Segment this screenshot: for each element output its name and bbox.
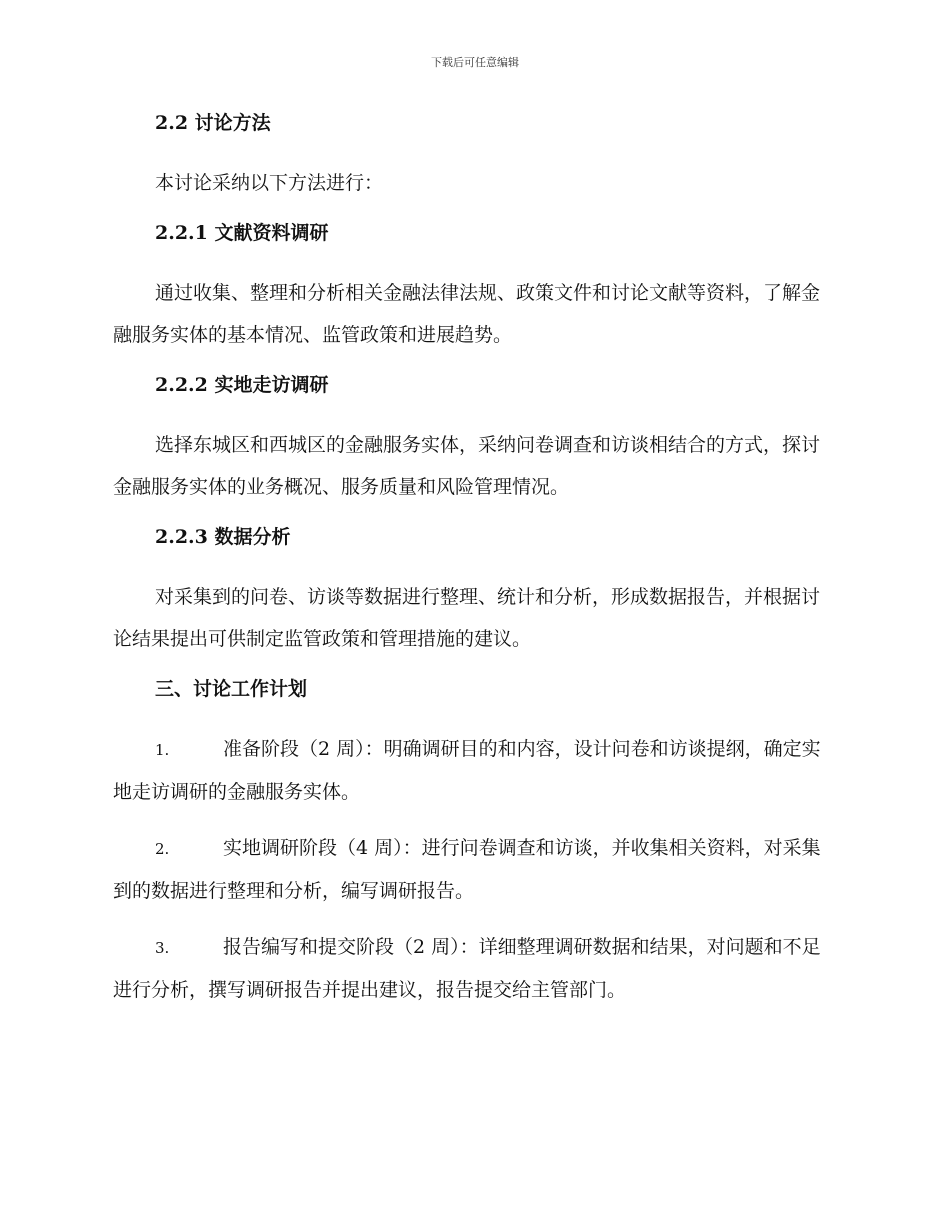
paragraph-literature-research: 通过收集、整理和分析相关金融法律法规、政策文件和讨论文献等资料，了解金融服务实体的基本情况、监管政策和进展趋势。: [113, 282, 821, 346]
plan-item-3: [113, 926, 833, 1011]
paragraph-data-analysis: 对采集到的问卷、访谈等数据进行整理、统计和分析，形成数据报告，并根据讨论结果提出可供制定监管政策和管理措施的建议。: [113, 586, 821, 650]
document-body: [113, 108, 833, 1025]
plan-item-number: 3.: [155, 939, 170, 957]
plan-item-1: [113, 728, 833, 813]
section-heading-2-2-2: 2.2.2 实地走访调研: [155, 374, 329, 396]
plan-item-number: 2.: [155, 840, 170, 858]
section-heading-2-2: 2.2 讨论方法: [155, 112, 271, 134]
section-heading-2-2-1: 2.2.1 文献资料调研: [155, 222, 329, 244]
plan-item-2: [113, 827, 833, 912]
paragraph-intro: 本讨论采纳以下方法进行：: [155, 172, 384, 194]
paragraph-field-research: 选择东城区和西城区的金融服务实体，采纳问卷调查和访谈相结合的方式，探讨金融服务实体的业务概况、服务质量和风险管理情况。: [113, 434, 821, 498]
section-heading-2-2-3: 2.2.3 数据分析: [155, 526, 291, 548]
plan-item-text: 准备阶段（2 周）：明确调研目的和内容，设计问卷和访谈提纲，确定实地走访调研的金融服务实体。: [113, 738, 821, 803]
page-header: 下载后可任意编辑: [431, 56, 519, 69]
plan-item-text: 实地调研阶段（4 周）：进行问卷调查和访谈，并收集相关资料，对采集到的数据进行整理和分析，编写调研报告。: [113, 837, 821, 902]
section-heading-3: 三、讨论工作计划: [155, 678, 308, 700]
plan-item-number: 1.: [155, 741, 170, 759]
plan-item-text: 报告编写和提交阶段（2 周）：详细整理调研数据和结果，对问题和不足进行分析，撰写调研报告并提出建议，报告提交给主管部门。: [113, 936, 821, 1001]
